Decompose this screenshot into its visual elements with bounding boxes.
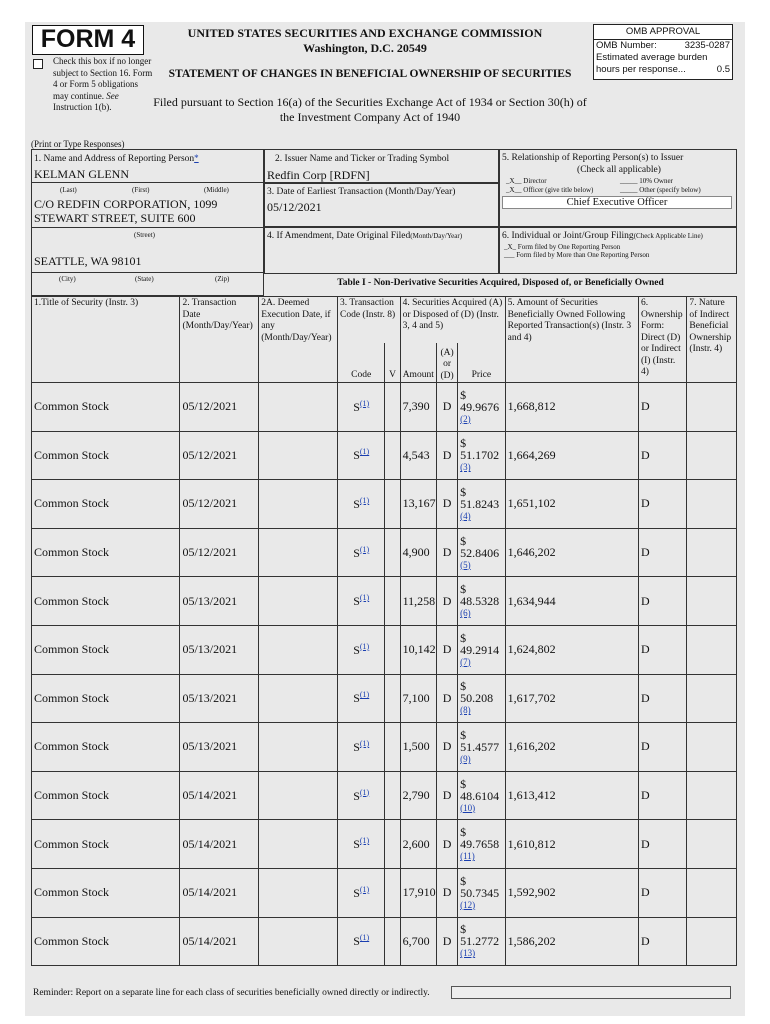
reporting-person-box bbox=[31, 149, 264, 273]
v-cell bbox=[385, 674, 400, 723]
transaction-date: 05/13/2021 bbox=[180, 674, 259, 723]
price-cell bbox=[458, 868, 505, 917]
price-dollar: $ bbox=[460, 387, 467, 402]
price-footnote[interactable]: (7) bbox=[460, 656, 471, 667]
nature-of-ownership bbox=[687, 480, 737, 529]
agency-name: UNITED STATES SECURITIES AND EXCHANGE COMMISSION bbox=[187, 26, 543, 40]
code-value: S bbox=[353, 691, 360, 706]
filing-sub: (Check Applicable Line) bbox=[633, 232, 703, 240]
transaction-code bbox=[337, 625, 384, 674]
filed-pursuant bbox=[145, 95, 595, 125]
reporting-address bbox=[34, 197, 217, 225]
state-label: (State) bbox=[135, 275, 154, 283]
transaction-date: 05/13/2021 bbox=[180, 723, 259, 772]
v-cell bbox=[385, 383, 400, 432]
reporting-person-name: KELMAN GLENN bbox=[34, 167, 129, 181]
transaction-code bbox=[337, 480, 384, 529]
transaction-date: 05/13/2021 bbox=[180, 625, 259, 674]
amount: 11,258 bbox=[400, 577, 436, 626]
transaction-date: 05/12/2021 bbox=[180, 431, 259, 480]
deemed-date bbox=[259, 480, 338, 529]
deemed-date bbox=[259, 868, 338, 917]
price-dollar: $ bbox=[460, 630, 467, 645]
nature-of-ownership bbox=[687, 723, 737, 772]
security-title: Common Stock bbox=[32, 625, 180, 674]
sub-v: V bbox=[385, 343, 400, 383]
issuer-value: Redfin Corp [RDFN] bbox=[267, 168, 370, 182]
security-title: Common Stock bbox=[32, 577, 180, 626]
price-value: 51.8243 bbox=[460, 496, 500, 511]
security-title: Common Stock bbox=[32, 674, 180, 723]
code-footnote[interactable]: (1) bbox=[359, 690, 370, 700]
reminder-field bbox=[451, 986, 731, 999]
nature-of-ownership bbox=[687, 528, 737, 577]
checkbox-instr: Instruction 1(b). bbox=[53, 102, 112, 112]
code-value: S bbox=[353, 496, 360, 511]
security-title: Common Stock bbox=[32, 820, 180, 869]
price-dollar: $ bbox=[460, 873, 467, 888]
divider bbox=[32, 182, 265, 183]
price-dollar: $ bbox=[460, 436, 467, 451]
amount-owned: 1,617,702 bbox=[505, 674, 638, 723]
amount: 7,100 bbox=[400, 674, 436, 723]
amount: 2,790 bbox=[400, 771, 436, 820]
table-row bbox=[32, 820, 737, 869]
filing-box bbox=[499, 227, 737, 274]
filing-one-option[interactable]: _X_ Form filed by One Reporting Person bbox=[504, 243, 621, 251]
acquired-disposed: D bbox=[436, 917, 457, 966]
table-row bbox=[32, 577, 737, 626]
price-cell bbox=[458, 820, 505, 869]
filed-line-2: the Investment Company Act of 1940 bbox=[279, 110, 461, 124]
v-cell bbox=[385, 528, 400, 577]
no-longer-subject-checkbox[interactable] bbox=[33, 59, 43, 69]
reporting-person-label-text: 1. Name and Address of Reporting Person bbox=[34, 154, 195, 164]
acquired-disposed: D bbox=[436, 528, 457, 577]
print-note: (Print or Type Responses) bbox=[31, 139, 125, 149]
amount-owned: 1,610,812 bbox=[505, 820, 638, 869]
director-option[interactable]: _X__ Director bbox=[506, 177, 547, 185]
code-value: S bbox=[353, 788, 360, 803]
acquired-disposed: D bbox=[436, 868, 457, 917]
issuer-label: 2. Issuer Name and Ticker or Trading Symbol bbox=[275, 154, 450, 164]
col-nature-header: 7. Nature of Indirect Beneficial Ownership (Instr. 4) bbox=[687, 297, 737, 383]
amount-owned: 1,616,202 bbox=[505, 723, 638, 772]
price-value: 49.9676 bbox=[460, 399, 500, 414]
transaction-code bbox=[337, 383, 384, 432]
nature-of-ownership bbox=[687, 820, 737, 869]
sub-ad: (A) or (D) bbox=[436, 343, 457, 383]
price-dollar: $ bbox=[460, 679, 467, 694]
price-cell bbox=[458, 723, 505, 772]
omb-hours-label: hours per response... bbox=[596, 64, 686, 75]
price-footnote[interactable]: (13) bbox=[460, 948, 476, 959]
col-acquired-header: 4. Securities Acquired (A) or Disposed of (D) (Instr. 3, 4 and 5) bbox=[400, 297, 505, 343]
amendment-label bbox=[267, 231, 462, 241]
filing-label bbox=[502, 231, 703, 241]
agency-city: Washington, D.C. 20549 bbox=[303, 41, 427, 55]
price-footnote[interactable]: (3) bbox=[460, 462, 471, 473]
code-footnote[interactable]: (1) bbox=[359, 593, 370, 603]
security-title: Common Stock bbox=[32, 771, 180, 820]
transaction-date: 05/12/2021 bbox=[180, 528, 259, 577]
sub-code: Code bbox=[337, 343, 384, 383]
amount-owned: 1,634,944 bbox=[505, 577, 638, 626]
ownership-form: D bbox=[638, 480, 686, 529]
ownership-form: D bbox=[638, 577, 686, 626]
amount-owned: 1,646,202 bbox=[505, 528, 638, 577]
nature-of-ownership bbox=[687, 674, 737, 723]
deemed-date bbox=[259, 917, 338, 966]
security-title: Common Stock bbox=[32, 480, 180, 529]
price-footnote[interactable]: (6) bbox=[460, 608, 471, 619]
code-value: S bbox=[353, 545, 360, 560]
acquired-disposed: D bbox=[436, 383, 457, 432]
ten-percent-owner-option[interactable]: _____ 10% Owner bbox=[620, 177, 673, 185]
security-title: Common Stock bbox=[32, 431, 180, 480]
deemed-date bbox=[259, 771, 338, 820]
reporting-person-footnote[interactable]: * bbox=[194, 153, 199, 163]
earliest-date-label: 3. Date of Earliest Transaction (Month/Day/Year) bbox=[267, 187, 456, 197]
deemed-date bbox=[259, 528, 338, 577]
code-footnote[interactable]: (1) bbox=[359, 447, 370, 457]
col-deemed-header: 2A. Deemed Execution Date, if any (Month/Day/Year) bbox=[259, 297, 338, 383]
checkbox-instructions bbox=[53, 56, 153, 114]
deemed-date bbox=[259, 431, 338, 480]
price-value: 51.4577 bbox=[460, 739, 500, 754]
security-title: Common Stock bbox=[32, 528, 180, 577]
amount-owned: 1,624,802 bbox=[505, 625, 638, 674]
deemed-date bbox=[259, 820, 338, 869]
nature-of-ownership bbox=[687, 917, 737, 966]
v-cell bbox=[385, 480, 400, 529]
sub-amount: Amount bbox=[400, 343, 436, 383]
form-title: FORM 4 bbox=[32, 25, 144, 55]
deemed-date bbox=[259, 383, 338, 432]
address-line-1: C/O REDFIN CORPORATION, 1099 bbox=[34, 197, 218, 211]
code-value: S bbox=[353, 837, 360, 852]
amendment-sub: (Month/Day/Year) bbox=[410, 232, 463, 240]
table-row bbox=[32, 917, 737, 966]
acquired-disposed: D bbox=[436, 674, 457, 723]
transaction-code bbox=[337, 528, 384, 577]
omb-number-label: OMB Number: bbox=[596, 40, 657, 51]
price-cell bbox=[458, 674, 505, 723]
v-cell bbox=[385, 820, 400, 869]
price-footnote[interactable]: (10) bbox=[460, 802, 476, 813]
omb-approval-box bbox=[593, 24, 733, 80]
code-footnote[interactable]: (1) bbox=[359, 398, 370, 408]
divider bbox=[32, 227, 265, 228]
amount: 2,600 bbox=[400, 820, 436, 869]
v-cell bbox=[385, 917, 400, 966]
omb-burden-label: Estimated average burden bbox=[596, 52, 708, 63]
amount: 1,500 bbox=[400, 723, 436, 772]
relationship-sub: (Check all applicable) bbox=[577, 165, 661, 175]
transaction-date: 05/14/2021 bbox=[180, 771, 259, 820]
sub-price: Price bbox=[458, 343, 505, 383]
first-label: (First) bbox=[132, 186, 150, 194]
price-cell bbox=[458, 771, 505, 820]
nature-of-ownership bbox=[687, 577, 737, 626]
col-date-header: 2. Transaction Date (Month/Day/Year) bbox=[180, 297, 259, 383]
security-title: Common Stock bbox=[32, 868, 180, 917]
amount-owned: 1,592,902 bbox=[505, 868, 638, 917]
table-row bbox=[32, 528, 737, 577]
amendment-label-text: 4. If Amendment, Date Original Filed bbox=[267, 231, 411, 241]
form-page bbox=[25, 22, 745, 1016]
code-value: S bbox=[353, 642, 360, 657]
price-footnote[interactable]: (8) bbox=[460, 705, 471, 716]
acquired-disposed: D bbox=[436, 771, 457, 820]
amount: 13,167 bbox=[400, 480, 436, 529]
filed-line-1: Filed pursuant to Section 16(a) of the Securities Exchange Act of 1934 or Section 30(h) of bbox=[153, 95, 587, 109]
last-label: (Last) bbox=[60, 186, 77, 194]
code-value: S bbox=[353, 885, 360, 900]
price-cell bbox=[458, 528, 505, 577]
price-value: 51.2772 bbox=[460, 934, 500, 949]
price-value: 52.8406 bbox=[460, 545, 500, 560]
price-cell bbox=[458, 431, 505, 480]
city-label: (City) bbox=[59, 275, 76, 283]
transaction-date: 05/14/2021 bbox=[180, 868, 259, 917]
table-row bbox=[32, 723, 737, 772]
amount: 4,543 bbox=[400, 431, 436, 480]
acquired-disposed: D bbox=[436, 625, 457, 674]
acquired-disposed: D bbox=[436, 480, 457, 529]
price-dollar: $ bbox=[460, 825, 467, 840]
middle-label: (Middle) bbox=[204, 186, 229, 194]
deemed-date bbox=[259, 674, 338, 723]
v-cell bbox=[385, 577, 400, 626]
price-dollar: $ bbox=[460, 582, 467, 597]
other-option[interactable]: _____ Other (specify below) bbox=[620, 186, 701, 194]
price-footnote[interactable]: (4) bbox=[460, 510, 471, 521]
amount: 6,700 bbox=[400, 917, 436, 966]
agency-header bbox=[155, 26, 575, 56]
checkbox-see: See bbox=[106, 90, 119, 101]
price-dollar: $ bbox=[460, 533, 467, 548]
amendment-box bbox=[264, 227, 499, 274]
code-value: S bbox=[353, 399, 360, 414]
amount-owned: 1,586,202 bbox=[505, 917, 638, 966]
price-cell bbox=[458, 917, 505, 966]
table-row bbox=[32, 480, 737, 529]
transaction-code bbox=[337, 868, 384, 917]
transaction-code bbox=[337, 771, 384, 820]
v-cell bbox=[385, 723, 400, 772]
amount: 4,900 bbox=[400, 528, 436, 577]
non-derivative-table bbox=[31, 296, 737, 966]
price-value: 50.208 bbox=[460, 691, 494, 706]
security-title: Common Stock bbox=[32, 917, 180, 966]
reminder-text: Reminder: Report on a separate line for each class of securities beneficially owned directly or indirectly. bbox=[33, 988, 430, 998]
deemed-date bbox=[259, 577, 338, 626]
col-form-header: 6. Ownership Form: Direct (D) or Indirect (I) (Instr. 4) bbox=[638, 297, 686, 383]
nature-of-ownership bbox=[687, 625, 737, 674]
ownership-form: D bbox=[638, 771, 686, 820]
table-row bbox=[32, 431, 737, 480]
price-cell bbox=[458, 480, 505, 529]
col-owned-header: 5. Amount of Securities Beneficially Owned Following Reported Transaction(s) (Instr. 3 and 4) bbox=[505, 297, 638, 383]
ownership-form: D bbox=[638, 431, 686, 480]
price-footnote[interactable]: (2) bbox=[460, 413, 471, 424]
acquired-disposed: D bbox=[436, 723, 457, 772]
ownership-form: D bbox=[638, 674, 686, 723]
v-cell bbox=[385, 625, 400, 674]
nature-of-ownership bbox=[687, 771, 737, 820]
price-value: 49.2914 bbox=[460, 642, 500, 657]
price-dollar: $ bbox=[460, 484, 467, 499]
security-title: Common Stock bbox=[32, 383, 180, 432]
address-line-2: STEWART STREET, SUITE 600 bbox=[34, 211, 196, 225]
price-value: 51.1702 bbox=[460, 448, 500, 463]
table-row bbox=[32, 625, 737, 674]
acquired-disposed: D bbox=[436, 820, 457, 869]
transaction-code bbox=[337, 917, 384, 966]
omb-title: OMB APPROVAL bbox=[594, 25, 732, 40]
code-value: S bbox=[353, 934, 360, 949]
security-title: Common Stock bbox=[32, 723, 180, 772]
code-footnote[interactable]: (1) bbox=[359, 641, 370, 651]
code-value: S bbox=[353, 594, 360, 609]
table-row bbox=[32, 383, 737, 432]
price-value: 48.6104 bbox=[460, 788, 500, 803]
price-dollar: $ bbox=[460, 922, 467, 937]
col-code-header: 3. Transaction Code (Instr. 8) bbox=[337, 297, 400, 343]
amount-owned: 1,668,812 bbox=[505, 383, 638, 432]
transaction-date: 05/14/2021 bbox=[180, 820, 259, 869]
omb-hours-value: 0.5 bbox=[716, 64, 730, 75]
ownership-form: D bbox=[638, 868, 686, 917]
earliest-date-value: 05/12/2021 bbox=[267, 200, 322, 214]
nature-of-ownership bbox=[687, 868, 737, 917]
amount: 7,390 bbox=[400, 383, 436, 432]
ownership-form: D bbox=[638, 625, 686, 674]
transaction-date: 05/12/2021 bbox=[180, 383, 259, 432]
table-title: Table I - Non-Derivative Securities Acquired, Disposed of, or Beneficially Owned bbox=[337, 278, 664, 288]
reporting-person-label bbox=[34, 153, 199, 164]
price-cell bbox=[458, 577, 505, 626]
deemed-date bbox=[259, 625, 338, 674]
table-body bbox=[32, 383, 737, 966]
acquired-disposed: D bbox=[436, 431, 457, 480]
transaction-code bbox=[337, 674, 384, 723]
issuer-box bbox=[264, 149, 499, 183]
amount-owned: 1,651,102 bbox=[505, 480, 638, 529]
price-value: 48.5328 bbox=[460, 594, 500, 609]
city-row-box bbox=[31, 273, 264, 296]
v-cell bbox=[385, 431, 400, 480]
code-value: S bbox=[353, 739, 360, 754]
earliest-date-box bbox=[264, 183, 499, 227]
nature-of-ownership bbox=[687, 431, 737, 480]
v-cell bbox=[385, 771, 400, 820]
price-value: 49.7658 bbox=[460, 837, 500, 852]
code-footnote[interactable]: (1) bbox=[359, 933, 370, 943]
price-cell bbox=[458, 383, 505, 432]
filing-more-option[interactable]: ___ Form filed by More than One Reporting Person bbox=[504, 251, 650, 259]
officer-title: Chief Executive Officer bbox=[502, 196, 732, 209]
filing-label-text: 6. Individual or Joint/Group Filing bbox=[502, 231, 634, 241]
price-footnote[interactable]: (9) bbox=[460, 753, 471, 764]
ownership-form: D bbox=[638, 528, 686, 577]
price-footnote[interactable]: (12) bbox=[460, 899, 476, 910]
ownership-form: D bbox=[638, 820, 686, 869]
code-value: S bbox=[353, 448, 360, 463]
street-label: (Street) bbox=[134, 231, 155, 239]
price-footnote[interactable]: (5) bbox=[460, 559, 471, 570]
table-row bbox=[32, 771, 737, 820]
transaction-code bbox=[337, 820, 384, 869]
nature-of-ownership bbox=[687, 383, 737, 432]
price-cell bbox=[458, 625, 505, 674]
code-footnote[interactable]: (1) bbox=[359, 544, 370, 554]
code-footnote[interactable]: (1) bbox=[359, 495, 370, 505]
code-footnote[interactable]: (1) bbox=[359, 738, 370, 748]
v-cell bbox=[385, 868, 400, 917]
price-dollar: $ bbox=[460, 776, 467, 791]
amount-owned: 1,664,269 bbox=[505, 431, 638, 480]
table-row bbox=[32, 674, 737, 723]
statement-title: STATEMENT OF CHANGES IN BENEFICIAL OWNERSHIP OF SECURITIES bbox=[168, 68, 572, 80]
transaction-code bbox=[337, 577, 384, 626]
omb-number-value: 3235-0287 bbox=[684, 40, 730, 51]
code-footnote[interactable]: (1) bbox=[359, 836, 370, 846]
zip-label: (Zip) bbox=[215, 275, 230, 283]
transaction-date: 05/12/2021 bbox=[180, 480, 259, 529]
transaction-code bbox=[337, 431, 384, 480]
ownership-form: D bbox=[638, 723, 686, 772]
price-footnote[interactable]: (11) bbox=[460, 851, 475, 862]
deemed-date bbox=[259, 723, 338, 772]
amount: 10,142 bbox=[400, 625, 436, 674]
ownership-form: D bbox=[638, 917, 686, 966]
transaction-date: 05/14/2021 bbox=[180, 917, 259, 966]
table-row bbox=[32, 868, 737, 917]
relationship-box bbox=[499, 149, 737, 227]
amount: 17,910 bbox=[400, 868, 436, 917]
price-dollar: $ bbox=[460, 727, 467, 742]
col-title-header: 1.Title of Security (Instr. 3) bbox=[32, 297, 180, 383]
checkbox-text: Check this box if no longer subject to Section 16. Form 4 or Form 5 obligations may continue. bbox=[53, 56, 153, 101]
code-footnote[interactable]: (1) bbox=[359, 787, 370, 797]
relationship-label: 5. Relationship of Reporting Person(s) to Issuer bbox=[502, 153, 684, 163]
acquired-disposed: D bbox=[436, 577, 457, 626]
officer-option[interactable]: _X__ Officer (give title below) bbox=[506, 186, 594, 194]
city-state-zip: SEATTLE, WA 98101 bbox=[34, 254, 142, 268]
price-value: 50.7345 bbox=[460, 885, 500, 900]
transaction-code bbox=[337, 723, 384, 772]
code-footnote[interactable]: (1) bbox=[359, 884, 370, 894]
ownership-form: D bbox=[638, 383, 686, 432]
transaction-date: 05/13/2021 bbox=[180, 577, 259, 626]
amount-owned: 1,613,412 bbox=[505, 771, 638, 820]
